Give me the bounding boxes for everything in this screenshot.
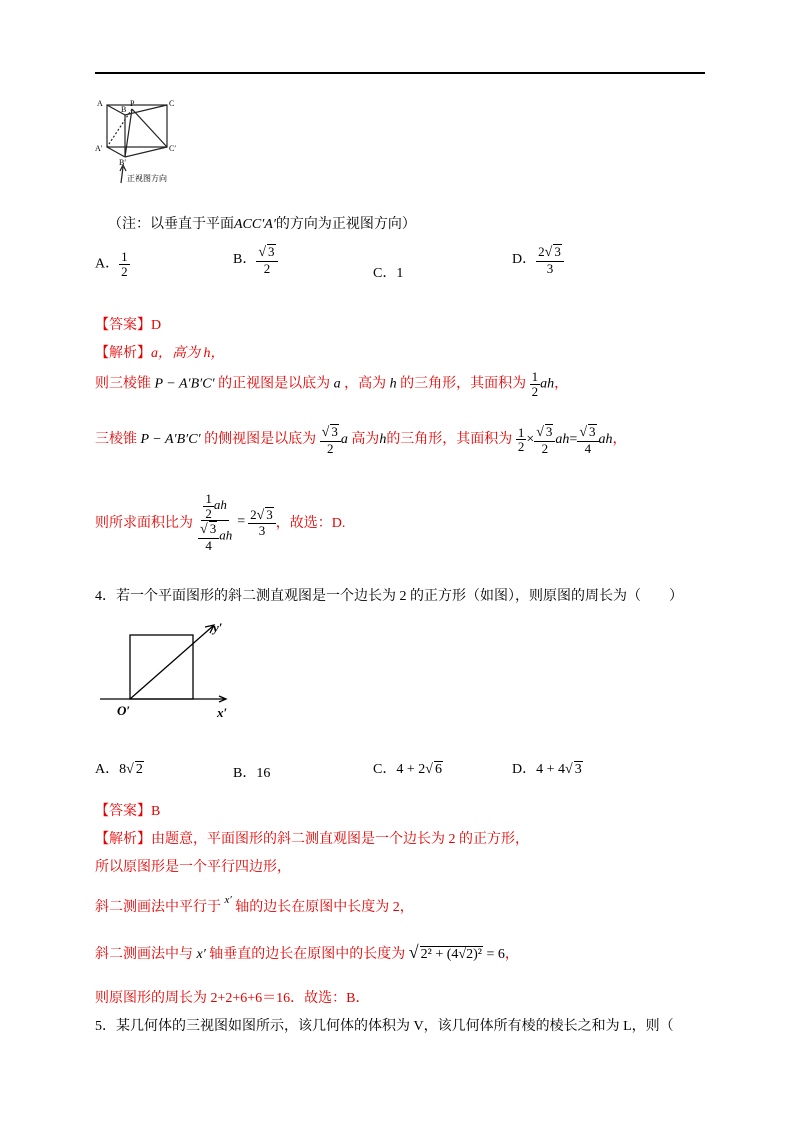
frac-den: 3 [258,523,266,539]
equals: = [569,431,578,447]
answer-value: D [151,318,162,333]
label-c: C [169,99,175,108]
pyramid-expr: P − A′B′C′ [140,431,201,447]
fraction [248,507,276,538]
area-expression [516,424,613,456]
frac-num: √ 3 [320,424,341,442]
q3-option-b[interactable] [233,244,278,275]
view-caption: 正视图方向 [127,174,167,183]
text: 所以原图形是一个平行四边形， [95,860,291,875]
expr: ah [598,431,613,447]
frac-den: 2 [541,440,549,456]
pyramid-edge-3 [132,109,167,147]
prism-edge-bottom2 [125,147,167,157]
y-axis [130,626,213,699]
answer-tag: 【答案】 [95,804,151,819]
equals: = 6 [486,947,505,962]
option-label: B． [233,251,257,267]
height-var: h [379,431,387,447]
question-text: 若一个平面图形的斜二测直观图是一个边长为 2 的正方形（如图），则原图的周长为（ ） [116,589,683,604]
frac-den: 4 [584,440,592,456]
coef: 8 [119,762,127,777]
option-label: C． [373,762,397,777]
expr: ah [540,376,555,392]
ratio-fraction [196,492,234,553]
frac-num: 2√ 3 [248,507,276,525]
expr: ah [555,431,570,447]
o-label: O′ [117,703,131,718]
text: 三棱锥 [95,431,137,447]
analysis-intro: a，高为 h， [151,346,225,361]
analysis-tag: 【解析】 [95,346,151,361]
note-line [108,213,416,233]
radicand: 3 [574,762,582,777]
radicand: 3 [589,424,596,439]
frac-num: 1 [121,249,128,264]
fraction [320,424,341,455]
fraction [530,370,541,398]
q3-answer [95,314,161,334]
text: ，故选：D. [275,516,346,532]
text: ， [504,947,519,962]
radicand: 3 [268,244,275,259]
prism-front-face [107,105,167,147]
text: 的三角形，其面积为 [400,376,527,392]
text: ， [612,431,627,447]
text: 高为 [351,431,380,447]
radicand: 3 [545,424,553,439]
option-label: D． [512,251,537,267]
expr: 4 + 2 [396,762,426,777]
q3-analysis-intro [95,342,225,362]
var-a: a [340,431,348,447]
square [130,635,193,699]
q4-analysis-l4 [95,942,519,963]
q3-analysis-line1 [95,370,568,398]
coef: 2 [538,244,545,259]
q3-analysis-line2 [95,424,627,455]
text: 则三棱锥 [95,376,151,392]
text: 则原图形的周长为 2+2+6+6＝16．故选：B． [95,991,370,1006]
text: 则所求面积比为 [95,516,193,532]
frac-num: √ 3 [577,424,598,442]
expr: ah [219,527,233,543]
option-label: A． [95,256,120,272]
option-value: 1 [396,266,404,281]
text: 轴的边长在原图中长度为 2， [235,900,414,915]
radicand: 2² + (4√2)² [420,947,482,962]
option-label: D． [512,762,537,777]
radicand: 2 [135,762,143,777]
frac-den: 2 [263,260,271,276]
expr: ah [213,497,227,513]
frac-num: 1 [517,424,525,440]
answer-value: B [151,804,161,819]
note-plane: ACC′A′ [234,217,276,232]
radicand: 3 [331,424,338,439]
text: 轴垂直的边长在原图中的长度为 [209,947,406,962]
frac-den: 2 [531,383,539,399]
frac-num: 1 [205,491,212,506]
x-label: x′ [217,705,228,720]
frac-den: 4 [205,537,212,553]
q3-analysis-line3 [95,492,345,553]
radicand: 3 [209,521,217,537]
question-number: 4． [95,589,116,604]
fraction [516,426,527,454]
ratio-num [201,492,229,521]
q4-analysis-l5 [95,987,370,1007]
height-var: h [389,376,397,392]
prism-figure [95,95,215,190]
q4-analysis-l3 [95,896,414,916]
note-suffix: 的方向为正视图方向） [275,217,416,232]
q3-option-d[interactable] [512,244,564,275]
note-prefix: （注：以垂直于平面 [108,217,234,232]
option-label: B． [233,766,257,781]
frac-den: 2 [517,439,525,455]
frac-den: 2 [121,263,128,279]
text: 的正视图是以底为 [218,376,331,392]
q4-question [95,585,683,605]
label-b1: B′ [119,158,127,167]
base-var: a [333,376,341,392]
q4-option-b[interactable] [233,762,270,782]
fraction [119,250,130,278]
q4-option-d[interactable]: D．4 + 4√ 3 [512,762,582,777]
frac-den: 2 [205,505,212,521]
expr: 4 + 4 [536,762,566,777]
q3-option-c[interactable] [373,262,403,282]
fraction [203,492,214,520]
y-label: y′ [213,620,223,635]
q4-option-a[interactable]: A．8√ 2 [95,762,143,777]
text: ， [554,376,569,392]
frac-num: √ 3 [198,521,219,539]
axis-var: x′ [224,894,232,906]
text: 斜二测画法中与 [95,947,193,962]
q4-answer [95,800,160,820]
q4-option-c[interactable]: C．4 + 2√ 6 [373,762,442,777]
q3-option-a[interactable] [95,250,130,278]
text: 的侧视图是以底为 [204,431,317,447]
option-value: 16 [256,766,271,781]
label-p: P [130,99,135,108]
frac-num: 1 [531,369,539,384]
pyramid-expr: P − A′B′C′ [154,376,215,392]
prism-edge-bottom [107,147,125,157]
text: ，高为 [344,376,387,392]
frac-den: 2 [326,440,334,456]
q4-analysis-l1 [95,828,529,848]
answer-tag: 【答案】 [95,318,151,333]
ratio-den [196,521,234,552]
analysis-tag: 【解析】 [95,832,151,847]
pyramid-edge-2 [125,109,132,157]
frac-den: 3 [546,260,554,276]
radicand: 3 [266,506,273,522]
axis-var: x′ [196,947,206,962]
q4-analysis-l2 [95,856,291,876]
header-rule [95,72,705,74]
label-c1: C′ [169,144,177,153]
fraction [256,244,277,275]
q5-question [95,1015,674,1035]
radicand: 3 [554,244,561,259]
option-label: C． [373,266,397,281]
length-expression: √ 2² + (4√2)² = 6 [408,942,505,962]
text: 斜二测画法中平行于 [95,900,221,915]
oblique-figure [95,612,245,722]
coef: 2 [250,506,257,522]
times-sign: × [526,431,535,447]
frac-num: 2√ 3 [536,244,564,262]
option-label: A． [95,762,120,777]
fraction [534,424,555,455]
label-a1: A′ [95,144,103,153]
label-a: A [97,99,103,108]
label-b: B [121,105,127,114]
text: 由题意，平面图形的斜二测直观图是一个边长为 2 的正方形， [151,832,529,847]
text: 的三角形，其面积为 [386,431,513,447]
radicand: 6 [434,762,442,777]
frac-num: √ 3 [534,424,555,442]
fraction [198,521,219,552]
fraction [577,424,598,455]
question-text: 5．某几何体的三视图如图所示，该几何体的体积为 V，该几何体所有棱的棱长之和为 L，则（ [95,1019,674,1034]
fraction [536,244,564,275]
frac-num: √ 3 [256,244,277,262]
equals: = [237,514,246,530]
